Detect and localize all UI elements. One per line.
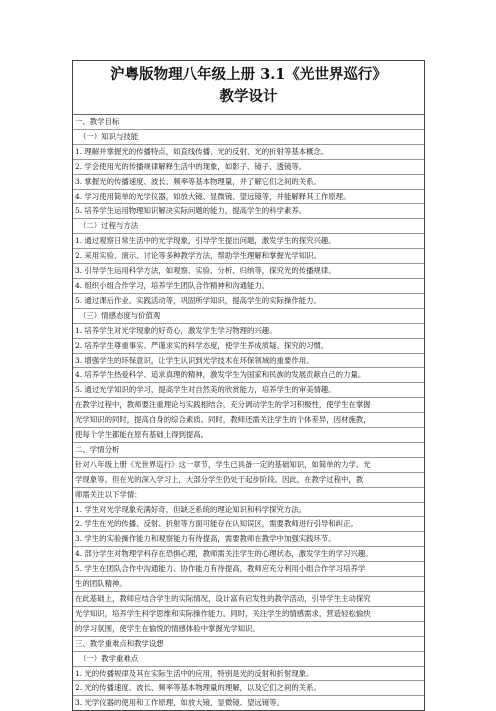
text-line: 3. 学生的实验操作能力和观察能力有待提高，需要教师在教学中加强实践环节。 (73, 532, 424, 547)
title-line-2: 教学设计 (219, 88, 278, 105)
text-line: 在教学过程中，教师要注重理论与实践相结合，充分调动学生的学习积极性，使学生在掌握 (73, 398, 424, 413)
text-line: 二、学情分析 (73, 443, 424, 458)
text-line: 5. 通过光学知识的学习，提高学生对自然美的欣赏能力，培养学生的审美情趣。 (73, 383, 424, 398)
text-line: （一）教学重难点 (73, 652, 424, 667)
text-line: 4. 部分学生对物理学科存在恐惧心理，教师需关注学生的心理状态，激发学生的学习兴趣。 (73, 547, 424, 562)
text-line: 5. 学生在团队合作中沟通能力、协作能力有待提高，教师应充分利用小组合作学习培养学 (73, 562, 424, 577)
text-line: 5. 培养学生运用物理知识解决实际问题的能力，提高学生的科学素养。 (73, 204, 424, 219)
document-table (72, 60, 425, 711)
document-body (73, 115, 424, 710)
text-line: 光学知识的同时，提高自身的综合素质。同时，教师还需关注学生的个体差异，因材施教， (73, 413, 424, 428)
text-line: 一、教学目标 (73, 115, 424, 130)
text-line: （一）知识与技能 (73, 130, 424, 145)
text-line: 针对八年级上册《光世界巡行》这一章节，学生已具备一定的基础知识，如简单的力学、光 (73, 458, 424, 473)
text-line: 2. 学生在光的传播、反射、折射等方面可能存在认知误区，需要教师进行引导和纠正。 (73, 517, 424, 532)
text-line: 师需关注以下学情： (73, 488, 424, 503)
text-line: （二）过程与方法 (73, 219, 424, 234)
text-line: 2. 学会使用光的传播规律解释生活中的现象，如影子、镜子、透镜等。 (73, 160, 424, 175)
text-line: 3. 增强学生的环保意识，让学生认识到光学技术在环保领域的重要作用。 (73, 354, 424, 369)
text-line: 1. 培养学生对光学现象的好奇心，激发学生学习物理的兴趣。 (73, 324, 424, 339)
text-line: 使每个学生都能在原有基础上得到提高。 (73, 428, 424, 443)
title-line-1: 沪粤版物理八年级上册 3.1《光世界巡行》 (110, 66, 387, 83)
text-line: 生的团队精神。 (73, 577, 424, 592)
text-line: 3. 掌握光的传播速度、波长、频率等基本物理量，并了解它们之间的关系。 (73, 175, 424, 190)
text-line: 学现象等。但在光的深入学习上，大部分学生仍处于起步阶段。因此，在教学过程中，教 (73, 473, 424, 488)
text-line: 3. 引导学生运用科学方法，如观察、实验、分析、归纳等，探究光的传播规律。 (73, 264, 424, 279)
text-line: 2. 采用实验、演示、讨论等多种教学方法，帮助学生理解和掌握光学知识。 (73, 249, 424, 264)
text-line: 的学习氛围，使学生在愉悦的情感体验中掌握光学知识。 (73, 622, 424, 637)
text-line: 2. 培养学生尊重事实、严谨求实的科学态度，使学生养成质疑、探究的习惯。 (73, 339, 424, 354)
text-line: 1. 光的传播规律及其在实际生活中的应用，特别是光的反射和折射现象。 (73, 667, 424, 682)
text-line: 三、教学重难点和教学设想 (73, 637, 424, 652)
text-line: 4. 培养学生热爱科学、追求真理的精神，激发学生为国家和民族的发展贡献自己的力量。 (73, 368, 424, 383)
text-line: 3. 光学仪器的使用和工作原理，如放大镜、显微镜、望远镜等。 (75, 698, 284, 708)
text-line: （三）情感态度与价值观 (73, 309, 424, 324)
text-line: 1. 学生对光学现象充满好奇，但缺乏系统的理论知识和科学探究方法。 (73, 503, 424, 518)
text-line: 光学知识，培养学生科学思维和实际操作能力。同时，关注学生的情感需求，营造轻松愉快 (73, 607, 424, 622)
document-title (73, 61, 424, 115)
text-line: 2. 光的传播速度、波长、频率等基本物理量的理解，以及它们之间的关系。 (73, 681, 424, 696)
text-line: 1. 通过观察日常生活中的光学现象，引导学生提出问题，激发学生的探究兴趣。 (73, 234, 424, 249)
text-line: 在此基础上，教师应结合学生的实际情况，设计富有启发性的教学活动，引导学生主动探究 (73, 592, 424, 607)
text-line: 4. 学习使用简单的光学仪器，如放大镜、显微镜、望远镜等，并能解释其工作原理。 (73, 190, 424, 205)
text-line: 1. 理解并掌握光的传播特点，如直线传播、光的反射、光的折射等基本概念。 (73, 145, 424, 160)
text-line: 4. 组织小组合作学习，培养学生团队合作精神和沟通能力。 (73, 279, 424, 294)
text-line: 5. 通过课后作业、实践活动等，巩固所学知识，提高学生的实际操作能力。 (73, 294, 424, 309)
